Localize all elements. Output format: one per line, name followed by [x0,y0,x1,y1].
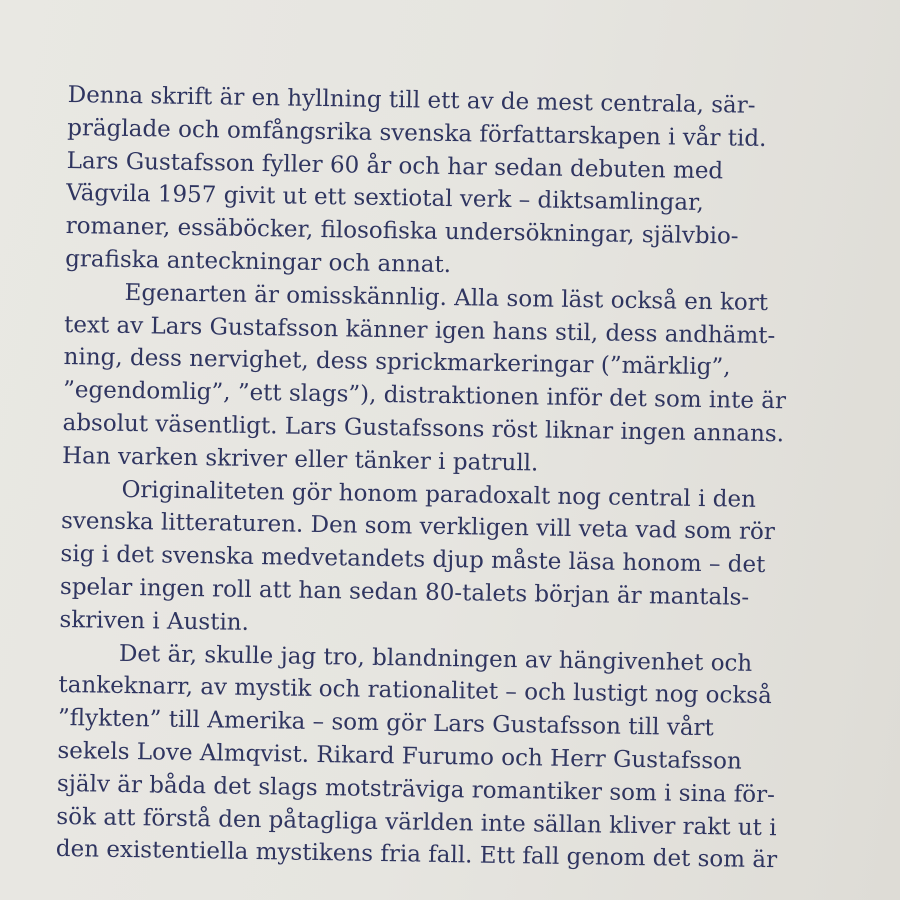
text-line: sekels Love Almqvist. Rikard Furumo och Herr Gustafsson [57,737,743,775]
text-line: präglade och omfångsrika svenska författarskapen i vår tid. [67,114,767,152]
text-line: svenska litteraturen. Den som verkligen vill veta vad som rör [60,508,776,546]
text-line: Han varken skriver eller tänker i patrull. [61,442,539,477]
text-line: Det är, skulle jag tro, blandningen av hängivenhet och [118,640,753,677]
text-line: absolut väsentligt. Lars Gustafssons röst liknar ingen annans. [62,409,785,448]
text-line: Originaliteten gör honom paradoxalt nog central i den [121,476,757,513]
text-line: Egenarten är omisskännlig. Alla som läst också en kort [124,279,769,316]
paragraph-2 [62,276,825,485]
text-line: skriven i Austin. [59,606,250,636]
text-line: själv är båda det slags motsträviga romantiker som i sina för- [56,770,776,808]
paragraph-4 [56,636,820,877]
paragraph-3 [59,473,821,649]
text-line: sig i det svenska medvetandets djup måste läsa honom – det [60,541,766,579]
text-line: ning, dess nervighet, dess sprickmarkeringar (”märklig”, [63,344,731,381]
text-line: romaner, essäböcker, filosofiska undersökningar, självbio- [65,213,739,250]
text-line: Denna skrift är en hyllning till ett av de mest centrala, sär- [67,81,756,119]
text-line: Lars Gustafsson fyller 60 år och har sedan debuten med [66,147,724,184]
text-line: sök att förstå den påtagliga världen inte sällan kliver rakt ut i [56,803,777,841]
text-line: text av Lars Gustafsson känner igen hans stil, dess andhämt- [63,311,776,349]
text-line: den existentiella mystikens fria fall. Ett fall genom det som är [55,836,778,874]
text-line: tankeknarr, av mystik och rationalitet – och lustigt nog också [58,672,772,710]
text-line: ”egendomlig”, ”ett slags”), distraktionen inför det som inte är [62,377,787,415]
text-line: Vägvila 1957 givit ut ett sextiotal verk – diktsamlingar, [65,180,705,217]
body-text [56,79,828,878]
text-line: spelar ingen roll att han sedan 80-talets början är mantals- [59,573,750,611]
paragraph-1 [65,79,828,288]
text-line: ”flykten” till Amerika – som gör Lars Gustafsson till vårt [57,705,714,742]
text-line: grafiska anteckningar och annat. [64,245,452,279]
